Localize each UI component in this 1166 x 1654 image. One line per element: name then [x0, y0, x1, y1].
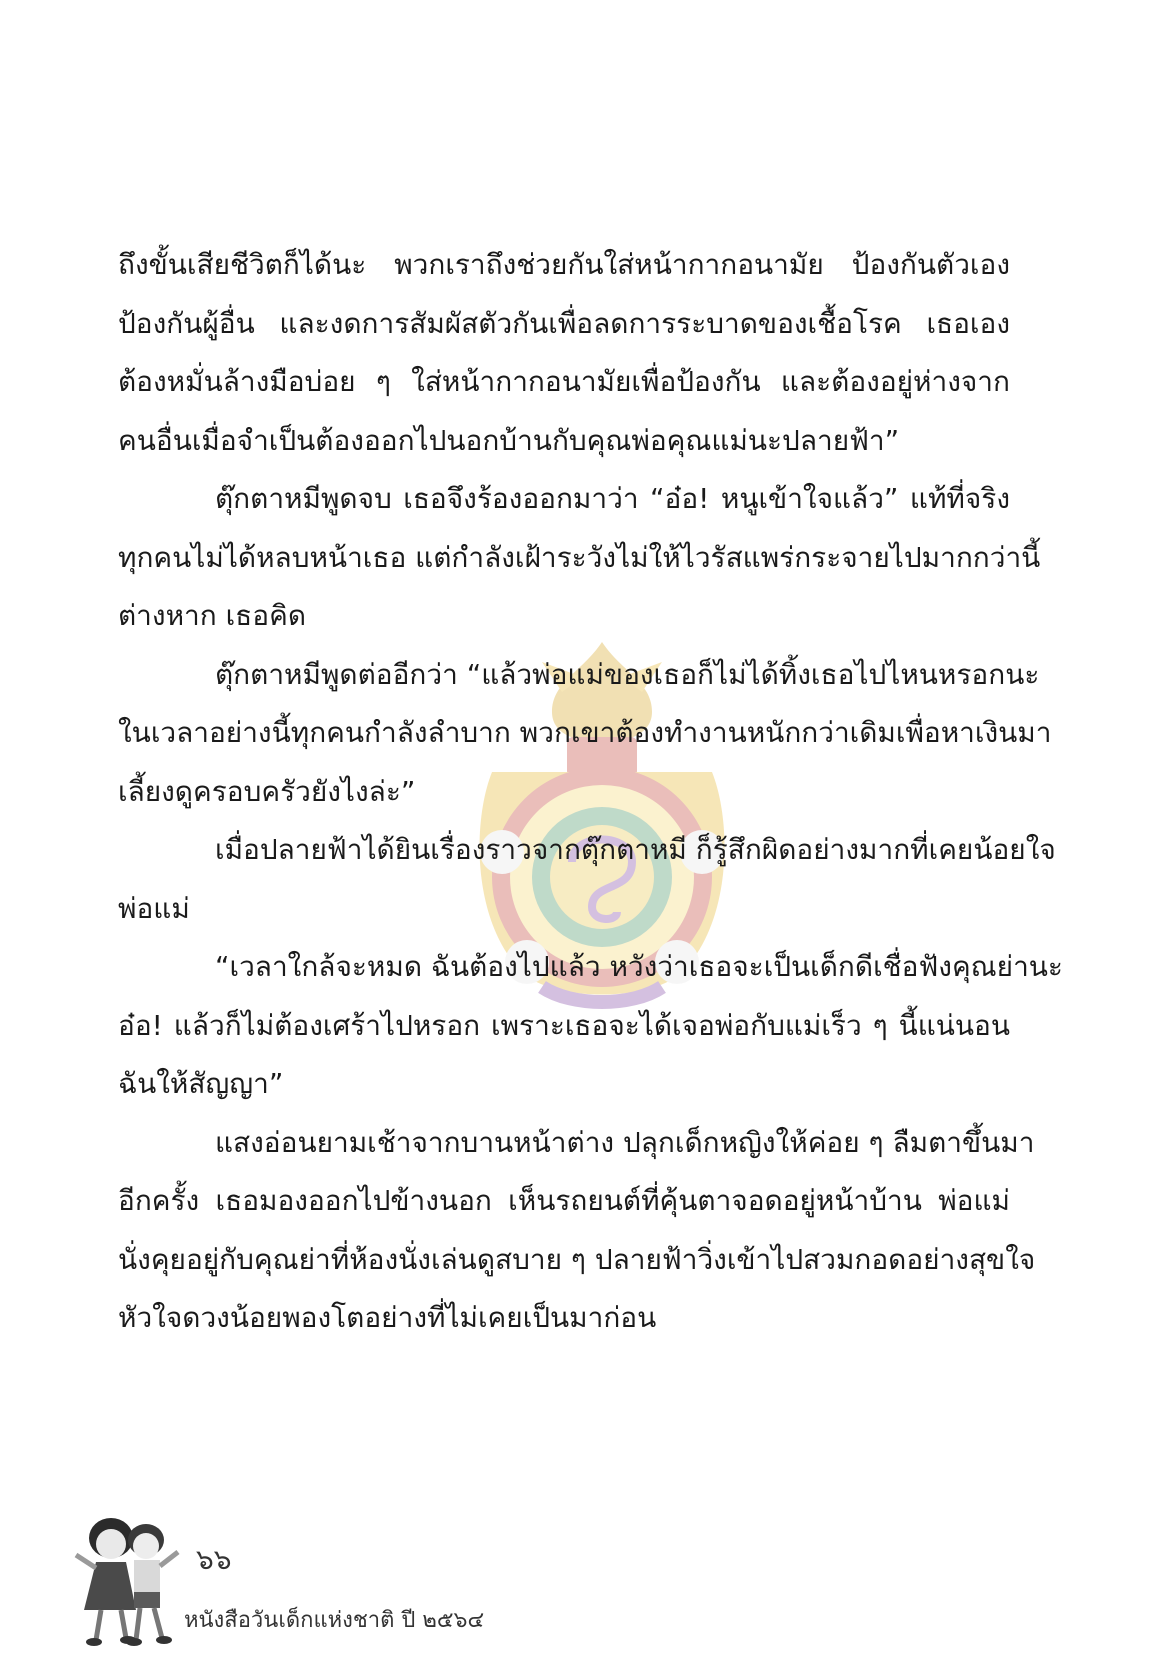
text-line: ต้องหมั่นล้างมือบ่อย ๆ ใส่หน้ากากอนามัยเพื่อป้องกัน และต้องอยู่ห่างจาก: [118, 365, 1010, 398]
text-line: อ๋อ! แล้วก็ไม่ต้องเศร้าไปหรอก เพราะเธอจะได้เจอพ่อกับแม่เร็ว ๆ นี้แน่นอน: [118, 1008, 1010, 1042]
story-body: [118, 236, 1063, 1348]
paragraph: [118, 236, 1010, 470]
page-number: ๖๖: [196, 1543, 232, 1576]
paragraph: [118, 470, 1041, 646]
text-line: ฉันให้สัญญา”: [118, 1067, 284, 1100]
text-line: หัวใจดวงน้อยพองโตอย่างที่ไม่เคยเป็นมาก่อน: [118, 1301, 657, 1334]
children-illustration-icon: [66, 1500, 186, 1650]
paragraph: [118, 646, 1052, 822]
text-line: ตุ๊กตาหมีพูดต่ออีกว่า “แล้วพ่อแม่ของเธอก็ไม่ได้ทิ้งเธอไปไหนหรอกนะ: [215, 657, 1040, 691]
text-line: นั่งคุยอยู่กับคุณย่าที่ห้องนั่งเล่นดูสบาย ๆ ปลายฟ้าวิ่งเข้าไปสวมกอดอย่างสุขใจ: [118, 1242, 1036, 1276]
text-line: อีกครั้ง เธอมองออกไปข้างนอก เห็นรถยนต์ที่คุ้นตาจอดอยู่หน้าบ้าน พ่อแม่: [118, 1184, 1010, 1217]
text-line: เลี้ยงดูครอบครัวยังไงล่ะ”: [118, 774, 416, 808]
text-line: ถึงขั้นเสียชีวิตก็ได้นะ พวกเราถึงช่วยกันใส่หน้ากากอนามัย ป้องกันตัวเอง: [118, 248, 1010, 281]
text-line: แสงอ่อนยามเช้าจากบานหน้าต่าง ปลุกเด็กหญิงให้ค่อย ๆ ลืมตาขึ้นมา: [215, 1125, 1035, 1159]
book-title: หนังสือวันเด็กแห่งชาติ ปี ๒๕๖๔: [184, 1608, 485, 1633]
paragraph: [118, 938, 1063, 1114]
text-line: พ่อแม่: [118, 891, 190, 925]
paragraph: [118, 1114, 1036, 1348]
text-line: “เวลาใกล้จะหมด ฉันต้องไปแล้ว หวังว่าเธอจะเป็นเด็กดีเชื่อฟังคุณย่านะ: [215, 950, 1063, 983]
text-line: เมื่อปลายฟ้าได้ยินเรื่องราวจากตุ๊กตาหมี ก็รู้สึกผิดอย่างมากที่เคยน้อยใจ: [215, 833, 1056, 866]
text-line: ในเวลาอย่างนี้ทุกคนกำลังลำบาก พวกเขาต้องทำงานหนักกว่าเดิมเพื่อหาเงินมา: [118, 716, 1052, 749]
text-line: ทุกคนไม่ได้หลบหน้าเธอ แต่กำลังเฝ้าระวังไม่ให้ไวรัสแพร่กระจายไปมากกว่านี้: [118, 540, 1041, 574]
paragraph: [118, 821, 1056, 938]
text-line: ต่างหาก เธอคิด: [118, 599, 307, 632]
text-line: ป้องกันผู้อื่น และงดการสัมผัสตัวกันเพื่อลดการระบาดของเชื้อโรค เธอเอง: [118, 306, 1010, 340]
text-line: ตุ๊กตาหมีพูดจบ เธอจึงร้องออกมาว่า “อ๋อ! หนูเข้าใจแล้ว” แท้ที่จริง: [215, 482, 1010, 515]
text-line: คนอื่นเมื่อจำเป็นต้องออกไปนอกบ้านกับคุณพ่อคุณแม่นะปลายฟ้า”: [118, 423, 900, 457]
